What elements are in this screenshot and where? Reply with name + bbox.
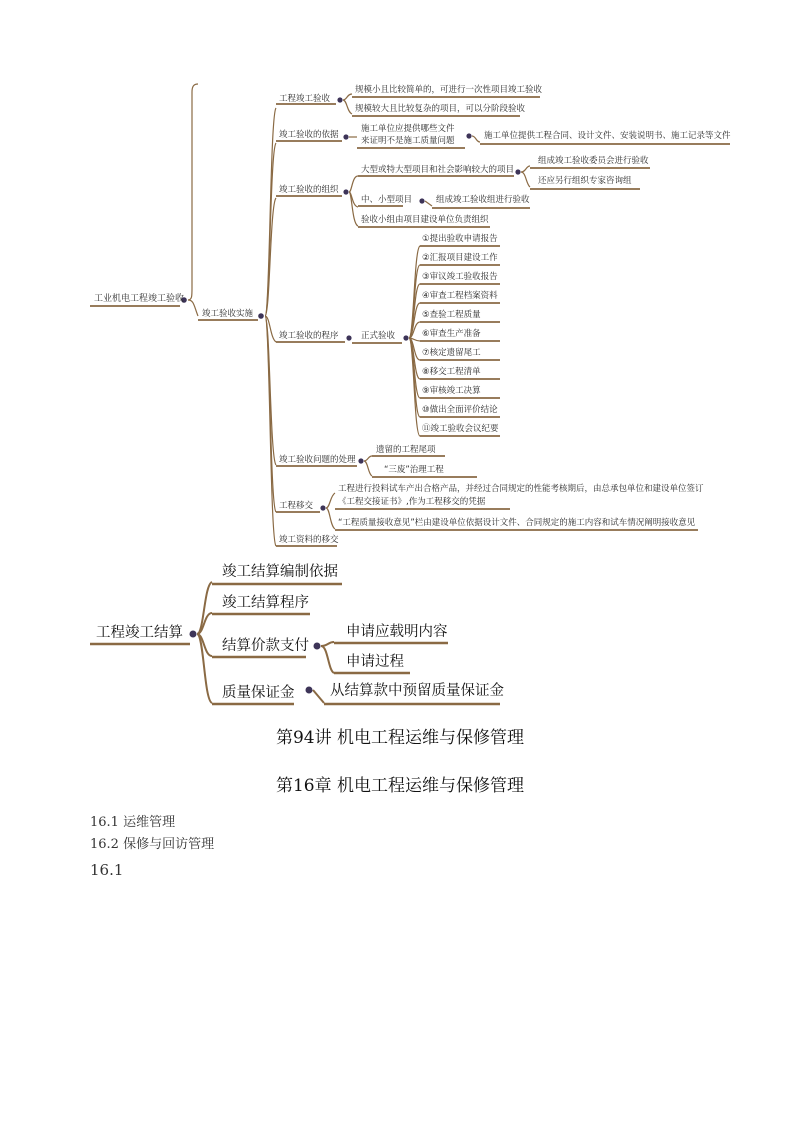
- mindmap1-level1: 竣工验收实施: [202, 309, 254, 319]
- branch-yijiao: 工程移交: [279, 501, 314, 511]
- mindmap1-root: 工业机电工程竣工验收: [94, 294, 185, 304]
- chengxu-step: ⑦核定遗留尾工: [422, 348, 481, 358]
- gcjgys-item-2: 规模较大且比较复杂的项目，可以分阶段验收: [355, 104, 526, 114]
- toc-item: 16.2 保修与回访管理: [90, 837, 215, 852]
- wenti-item-1: 遗留的工程尾项: [376, 445, 436, 455]
- branch-zuzhi: 竣工验收的组织: [279, 185, 339, 195]
- chengxu-step: ⑨审核竣工决算: [422, 386, 481, 396]
- zuzhi-mid-item: 组成竣工验收组进行验收: [436, 195, 530, 205]
- chengxu-step: ④审查工程档案资料: [422, 291, 498, 301]
- branch-wenti: 竣工验收问题的处理: [279, 455, 356, 465]
- branch-chengxu: 竣工验收的程序: [279, 331, 339, 341]
- mindmap2-item: 竣工结算程序: [222, 595, 309, 611]
- payment-item-2: 申请过程: [346, 654, 404, 670]
- ysyj-item-1: 施工单位应提供哪些文件: [361, 124, 455, 134]
- chengxu-step: ②汇报项目建设工作: [422, 253, 498, 263]
- mindmap2-item: 结算价款支付: [222, 638, 309, 654]
- chengxu-step: ⑧移交工程清单: [422, 367, 481, 377]
- mindmap2-item: 质量保证金: [222, 685, 295, 701]
- warranty-item: 从结算款中预留质量保证金: [330, 683, 504, 699]
- section-heading: 16.1: [90, 861, 124, 879]
- zuzhi-mid: 中、小型项目: [361, 195, 413, 205]
- chengxu-step: ⑤查验工程质量: [422, 310, 481, 320]
- zuzhi-large-item-2: 还应另行组织专家咨询组: [538, 176, 632, 186]
- chengxu-step: ①提出验收申请报告: [422, 234, 498, 244]
- mindmap2-root: 工程竣工结算: [96, 625, 183, 641]
- yijiao-item-3: “工程质量接收意见”栏由建设单位依据设计文件、合同规定的施工内容和试车情况阐明接收意见: [338, 518, 696, 528]
- branch-ziliao: 竣工资料的移交: [279, 535, 339, 545]
- chengxu-formal: 正式验收: [361, 331, 396, 341]
- gcjgys-item-1: 规模小且比较简单的，可进行一次性项目竣工验收: [355, 85, 543, 95]
- chengxu-step: ⑩做出全面评价结论: [422, 405, 498, 415]
- lecture-title: 第94讲 机电工程运维与保修管理: [275, 728, 525, 748]
- branch-gcjgys: 工程竣工验收: [279, 94, 331, 104]
- yijiao-item-1: 工程进行投料试车产出合格产品，并经过合同规定的性能考核期后，由总承包单位和建设单位签订: [338, 484, 704, 494]
- ysyj-detail: 施工单位提供工程合同、设计文件、安装说明书、施工记录等文件: [484, 131, 731, 141]
- zuzhi-large-item-1: 组成竣工验收委员会进行验收: [538, 156, 649, 166]
- yijiao-item-2: 《工程交接证书》,作为工程移交的凭据: [338, 497, 486, 507]
- chengxu-step: ③审议竣工验收报告: [422, 272, 498, 282]
- chapter-title: 第16章 机电工程运维与保修管理: [275, 776, 525, 796]
- chengxu-step: ⑥审查生产准备: [422, 329, 481, 339]
- zuzhi-large: 大型或特大型项目和社会影响较大的项目: [361, 165, 515, 175]
- branch-ysyj: 竣工验收的依据: [279, 130, 339, 140]
- payment-item-1: 申请应载明内容: [346, 624, 448, 640]
- mindmap2-item: 竣工结算编制依据: [222, 564, 338, 580]
- ysyj-item-2: 来证明不是施工质量问题: [361, 136, 455, 146]
- chengxu-step: ⑪竣工验收会议纪要: [422, 424, 499, 434]
- wenti-item-2: “三废”治理工程: [384, 465, 444, 475]
- zuzhi-team: 验收小组由项目建设单位负责组织: [361, 215, 489, 225]
- toc-item: 16.1 运维管理: [90, 815, 176, 830]
